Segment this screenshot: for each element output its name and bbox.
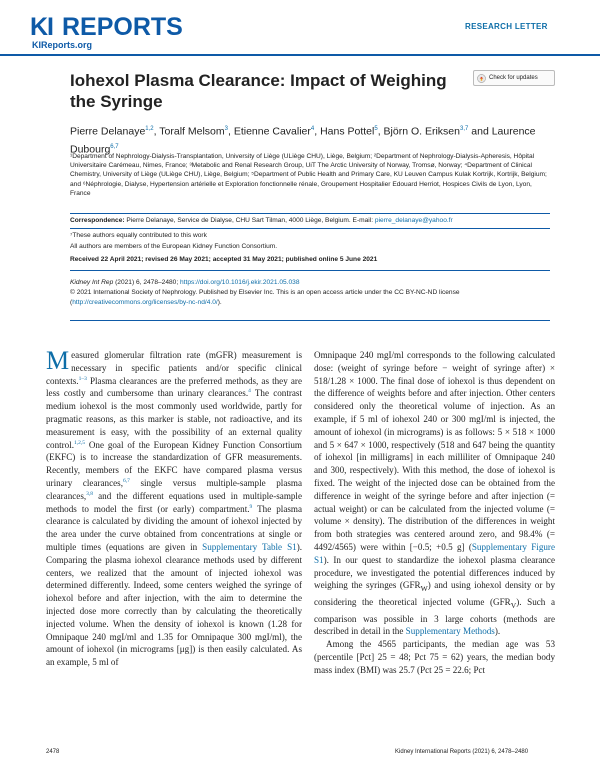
citation-ref[interactable]: 1,2,5	[74, 439, 86, 446]
article-dates: Received 22 April 2021; revised 26 May 2021; accepted 31 May 2021; published online 5 June 2021	[70, 256, 378, 263]
author-name[interactable]: Toralf Melsom	[159, 125, 225, 138]
divider	[70, 213, 550, 214]
correspondence	[70, 217, 550, 224]
article-type: RESEARCH LETTER	[465, 22, 548, 31]
author-ref: 3	[224, 126, 228, 132]
body-text: and the different equations used in multiple-sample methods to model the first (or early) compartment.	[46, 490, 302, 514]
citation-ref[interactable]: 1–3	[78, 375, 87, 382]
author-name[interactable]: Laurence Dubourg	[70, 125, 536, 155]
divider	[70, 270, 550, 271]
citation-journal: Kidney Int Rep	[70, 279, 114, 286]
body-paragraph	[314, 638, 555, 676]
check-updates-icon	[477, 74, 486, 83]
author-ref: 3,7	[460, 126, 469, 132]
body-column-left	[46, 346, 303, 669]
doi-link[interactable]: https://doi.org/10.1016/j.ekir.2021.05.038	[180, 279, 300, 286]
author-name[interactable]: Hans Pottel	[320, 125, 375, 138]
copyright-close: ).	[217, 298, 222, 306]
citation-block	[70, 278, 550, 307]
author-and: and	[471, 125, 489, 138]
license-link[interactable]: http://creativecommons.org/licenses/by-nc-nd/4.0/	[72, 298, 218, 306]
author-name[interactable]: Pierre Delanaye	[70, 125, 146, 138]
supplementary-table-link[interactable]: Supplementary Table S1	[202, 541, 297, 552]
citation-ref[interactable]: 3,8	[86, 490, 94, 497]
author-ref: 6,7	[110, 143, 119, 150]
consortium-note: All authors are members of the European Kidney Function Consortium.	[70, 243, 278, 250]
citation-ref[interactable]: 9	[249, 503, 253, 510]
author-name[interactable]: Björn O. Eriksen	[383, 125, 460, 138]
divider	[70, 228, 550, 229]
check-updates-label: Check for updates	[489, 75, 538, 81]
body-text: ). In our quest to standardize the iohexol plasma clearance procedure, we investigated the potential differences induced by weighing the syringes (GFR	[314, 554, 555, 591]
header-rule	[0, 54, 600, 56]
drop-cap: M	[46, 346, 70, 375]
body-text: The plasma clearance is calculated by dividing the amount of iohexol injected by the area under the curve obtained from concentrations at single or multiple times (equations are given in	[46, 503, 302, 552]
body-text: Plasma clearances are the preferred methods, as they are less costly and cumbersome than urinary clearances.	[46, 375, 302, 399]
supplementary-figure-link[interactable]: Supplementary Figure S1	[314, 541, 555, 565]
equal-contribution-note: ⁷These authors equally contributed to this work	[70, 232, 207, 239]
correspondence-label: Correspondence:	[70, 217, 125, 224]
body-text: ). Such a comparison was possible in 3 large cohorts (methods are described in detail in the	[314, 596, 556, 637]
body-text: Omnipaque 240 mgI/ml corresponds to the following calculated dose: (weight of syringe before − weight of syringe after) × 518/1.28 × 1000. The final dose of iohexol is thus dependent on the difference of weights before and after injection. Other centers considered only the theoretical volume of injection. As an example, if 5 ml of iohexol 240 or 300 mgI/ml is injected, the amount of iohexol (in micrograms) is as follows: 5 × 518 × 1000 and 5 × 647 × 1000, respectively (518 and 647 being the quantity of iohexol [in milligrams] in each milliliter of Omnipaque 240 and 300, respectively). With this method, the dose of iohexol is fixed. The weight of the injected dose can be obtained from the difference in weight of the syringe before and after injection (= actual weight) or can be calculated from the injected volume (= volume × density). The distribution of the differences in weight from both strategies was centered around zero, and 98.4% (= 4492/4565) were within [−0.5; +0.5 g] (	[314, 350, 555, 552]
subscript: V	[510, 600, 517, 610]
author-ref: 4	[310, 126, 315, 132]
body-column-right	[314, 349, 555, 677]
citation-line	[70, 278, 550, 288]
citation-ref[interactable]: 6,7	[122, 477, 130, 484]
affiliations: ¹Department of Nephrology-Dialysis-Transplantation, University of Liège (ULiège CHU), Liège, Belgium; ²Department of Nephrology-Dialysis-Apheresis, Hôpital Universitaire Carémeau, Nimes, France; ³Metabolic and Renal Research Group, UiT The Arctic University of Norway, Tromsø, Norway; ⁴Department of Clinical Chemistry, University of Liège (ULiège CHU), Liège, Belgium; ⁵Department of Public Health and Primary Care, KU Leuven Campus Kulak Kortrijk, Kortrijk, Belgium; and ⁶Néphrologie, Dialyse, Hypertension artérielle et Exploration fonctionnelle rénale, Groupement Hospitalier Edouard Herriot, Hospices Civils de Lyon, Lyon, France	[70, 153, 547, 197]
correspondence-email[interactable]: pierre_delanaye@yahoo.fr	[374, 217, 453, 224]
body-text: ) and using iohexol density or by considering the theoretical injected volume (GFR	[314, 580, 555, 607]
author-ref: 5	[374, 126, 378, 132]
article-title: Iohexol Plasma Clearance: Impact of Weighing the Syringe	[70, 71, 447, 111]
body-text: ).	[494, 626, 501, 637]
body-text: easured glomerular filtration rate (mGFR) measurement is necessary in specific patients and/or specific clinical contexts.	[46, 350, 302, 386]
body-text: Among the 4565 participants, the median age was 53 (percentile [Pct] 25 = 48; Pct 75 = 62) years, the median body mass index (BMI) was 25.7 (Pct 25 = 22.6; Pct	[314, 639, 555, 675]
copyright-line	[70, 288, 550, 308]
subscript: W	[420, 584, 428, 594]
author-name[interactable]: Etienne Cavalier	[233, 125, 311, 138]
copyright-text: © 2021 International Society of Nephrology. Published by Elsevier Inc. This is an open access article under the CC BY-NC-ND license (	[70, 288, 460, 306]
logo-reports: REPORTS	[62, 13, 183, 41]
citation-volume: (2021) 6, 2478–2480;	[113, 279, 180, 286]
footer-journal: Kidney International Reports (2021) 6, 2478–2480	[395, 749, 529, 755]
citation-ref[interactable]: 4	[248, 388, 251, 395]
correspondence-text: Pierre Delanaye, Service de Dialyse, CHU Sart Tilman, 4000 Liège, Belgium. E-mail:	[124, 217, 375, 224]
author-list: Pierre Delanaye$^{1,2}$, Toralf Melsom$^3$, Etienne Cavalier$^4$, Hans Pottel$^5$, Björn O. Eriksen$^{3,7}$ and Laurence Dubourg$^{6,7}$	[70, 125, 536, 155]
logo-ki: KI	[30, 13, 53, 41]
check-updates-button[interactable]	[473, 70, 555, 86]
body-text: The contrast medium iohexol is the most commonly used worldwide, partly for pragmatic reasons, as this marker is stable, not radioactive, and its measurement is easy, with the possibility of an external quality control.	[46, 388, 302, 450]
body-text: single versus multiple-sample plasma clearances,	[46, 477, 303, 501]
divider	[70, 320, 550, 321]
page-number: 2478	[46, 749, 60, 755]
supplementary-methods-link[interactable]: Supplementary Methods	[405, 626, 495, 637]
body-text: ). Comparing the plasma iohexol clearance methods used by different centers, we realized that the amount of injected iohexol was determined differently. Indeed, some centers weighed the syringe of iohexol before and after injection, with the aim to determine the injected dose more correctly than by calculating the theoretically injected volume. When the density of iohexol is known (1.28 for Omnipaque 240 mgI/ml and 1.35 for Omnipaque 300 mgI/ml), the amount of iohexol (in micrograms [μg]) is then easily calculated. As an example, 5 ml of	[46, 541, 302, 668]
author-ref: 1,2	[145, 126, 154, 132]
logo-url[interactable]: KIReports.org	[32, 40, 93, 50]
body-text: One goal of the European Kidney Function Consortium (EKFC) is to increase the standardization of GFR measurements. Recently, members of the EKFC have compared plasma versus urinary clearances,	[46, 439, 302, 488]
